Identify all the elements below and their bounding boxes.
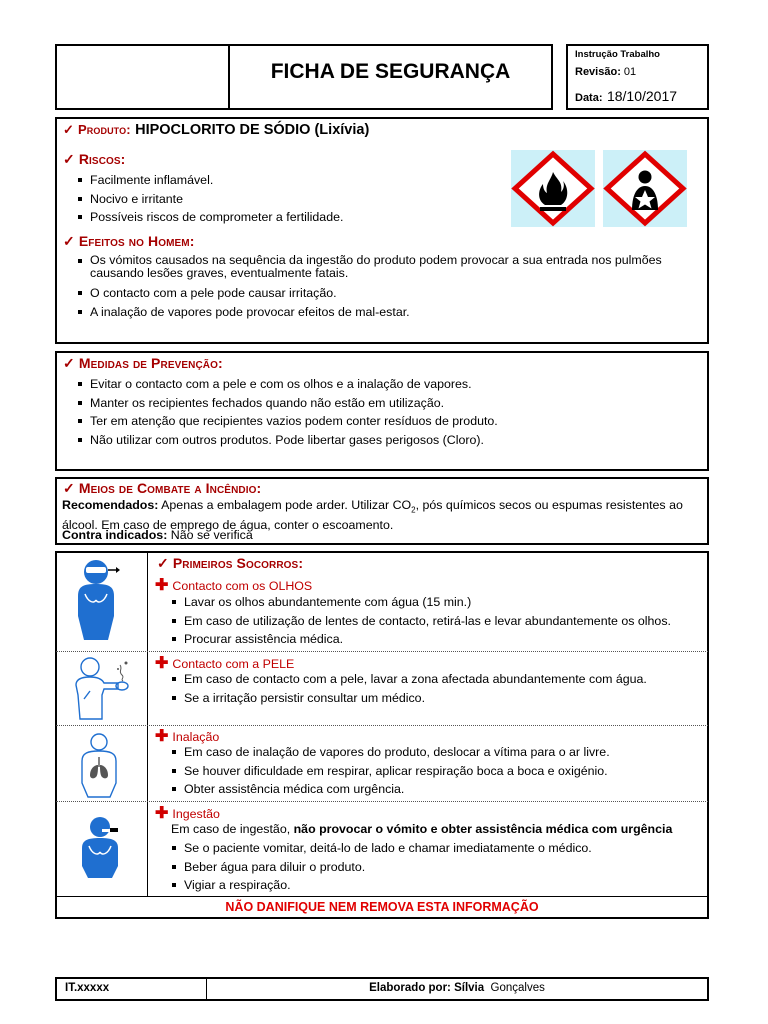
- inhalation-icon: [74, 731, 124, 799]
- inalacao-list: [170, 745, 705, 801]
- list-item: Nocivo e irritante: [76, 192, 496, 207]
- pele-title-text: Contacto com a PELE: [172, 657, 295, 671]
- red-cross-icon: ✚: [155, 655, 169, 672]
- list-item: Obter assistência médica com urgência.: [170, 782, 705, 797]
- footer-elaborado: [207, 982, 707, 994]
- inalacao-title-text: Inalação: [172, 730, 220, 744]
- instrucao-label: Instrução Trabalho: [575, 49, 660, 60]
- warning-text: NÃO DANIFIQUE NEM REMOVA ESTA INFORMAÇÃO: [225, 900, 539, 914]
- incendio-title-text: Meios de Combate a Incêndio:: [78, 480, 262, 496]
- red-cross-icon: ✚: [155, 805, 169, 822]
- list-item: A inalação de vapores pode provocar efeitos de mal-estar.: [76, 305, 702, 320]
- list-item: Se o paciente vomitar, deitá-lo de lado e chamar imediatamente o médico.: [170, 841, 705, 856]
- contra-value: Não se verifica: [167, 528, 253, 542]
- list-item: Beber água para diluir o produto.: [170, 860, 705, 875]
- recomendados-text-1: Apenas a embalagem pode arder. Utilizar CO: [158, 498, 412, 512]
- produto-label: Produto:: [78, 122, 131, 137]
- pele-list: [170, 672, 705, 709]
- data-value: 18/10/2017: [606, 88, 678, 104]
- data-label: Data:: [575, 92, 603, 104]
- prevencao-list: [76, 377, 702, 451]
- ingestao-intro: [171, 822, 706, 837]
- contra-label: Contra indicados:: [62, 528, 168, 542]
- riscos-title-text: Riscos:: [78, 151, 126, 167]
- list-item: Ter em atenção que recipientes vazios podem conter resíduos de produto.: [76, 414, 702, 429]
- health-hazard-pictogram: [603, 150, 687, 227]
- socorros-title: [157, 555, 303, 572]
- list-item: O contacto com a pele pode causar irritação.: [76, 286, 702, 301]
- efeitos-title: [63, 233, 194, 250]
- incendio-contra: [62, 528, 253, 543]
- elaborado-label: Elaborado por: Sílvia: [369, 982, 485, 994]
- list-item: Os vómitos causados na sequência da ingestão do produto podem provocar a sua entrada nos pulmões causando lesões graves, eventualmente fatais.: [76, 254, 702, 280]
- incendio-title: [63, 480, 261, 497]
- document-title: FICHA DE SEGURANÇA: [270, 60, 511, 83]
- olhos-title: [155, 575, 312, 595]
- ingestion-icon: [72, 814, 132, 880]
- revisao-value: 01: [623, 66, 637, 78]
- prevencao-title: [63, 355, 223, 372]
- ingestao-intro-text: Em caso de ingestão,: [171, 822, 294, 836]
- flame-pictogram: [511, 150, 595, 227]
- list-item: Possíveis riscos de comprometer a fertilidade.: [76, 210, 496, 225]
- list-item: Não utilizar com outros produtos. Pode libertar gases perigosos (Cloro).: [76, 433, 702, 448]
- row-separator: [56, 725, 708, 726]
- checkmark-icon: ✓: [63, 122, 74, 137]
- red-cross-icon: ✚: [155, 728, 169, 745]
- first-aid-icon-column-divider: [147, 551, 148, 896]
- recomendados-text-2: , pós químicos secos ou espumas resistentes ao álcool. Em caso de emprego de água, conter o escoamento.: [62, 498, 683, 532]
- footer-code: IT.xxxxx: [65, 982, 110, 994]
- red-cross-icon: ✚: [155, 577, 169, 594]
- list-item: Em caso de utilização de lentes de contacto, retirá-las e levar abundantemente os olhos.: [170, 614, 705, 629]
- list-item: Procurar assistência médica.: [170, 632, 705, 647]
- data-row: [575, 88, 677, 106]
- ingestao-intro-bold: não provocar o vómito e obter assistência médica com urgência: [293, 822, 673, 836]
- efeitos-list: [76, 254, 702, 323]
- checkmark-icon: ✓: [63, 480, 75, 496]
- efeitos-title-text: Efeitos no Homem:: [78, 233, 195, 249]
- olhos-list: [170, 595, 705, 651]
- ingestao-title: [155, 803, 220, 823]
- list-item: Manter os recipientes fechados quando não estão em utilização.: [76, 396, 702, 411]
- recomendados-subscript: 2: [411, 505, 416, 515]
- socorros-title-text: Primeiros Socorros:: [172, 555, 304, 571]
- produto-label-wrap: [63, 122, 131, 137]
- ingestao-list: [170, 841, 705, 897]
- elaborado-name: Gonçalves: [490, 982, 545, 994]
- revisao-label: Revisão:: [575, 66, 621, 78]
- row-separator: [56, 651, 708, 652]
- inalacao-title: [155, 726, 219, 746]
- list-item: Vigiar a respiração.: [170, 878, 705, 893]
- row-separator: [56, 801, 708, 802]
- produto-line: [63, 121, 369, 139]
- checkmark-icon: ✓: [63, 233, 75, 249]
- list-item: Evitar o contacto com a pele e com os olhos e a inalação de vapores.: [76, 377, 702, 392]
- prevencao-title-text: Medidas de Prevenção:: [78, 355, 223, 371]
- checkmark-icon: ✓: [63, 355, 75, 371]
- riscos-list: [76, 173, 496, 229]
- produto-value: HIPOCLORITO DE SÓDIO (Lixívia): [135, 122, 370, 138]
- list-item: Facilmente inflamável.: [76, 173, 496, 188]
- list-item: Em caso de contacto com a pele, lavar a zona afectada abundantemente com água.: [170, 672, 705, 687]
- list-item: Em caso de inalação de vapores do produto, deslocar a vítima para o ar livre.: [170, 745, 705, 760]
- recomendados-label: Recomendados:: [62, 498, 159, 512]
- olhos-title-text: Contacto com os OLHOS: [172, 579, 313, 593]
- list-item: Se a irritação persistir consultar um médico.: [170, 691, 705, 706]
- list-item: Lavar os olhos abundantemente com água (15 min.): [170, 595, 705, 610]
- riscos-title: [63, 151, 125, 168]
- eye-contact-icon: [68, 556, 128, 646]
- list-item: Se houver dificuldade em respirar, aplicar respiração boca a boca e oxigénio.: [170, 764, 705, 779]
- revisao-row: [575, 66, 636, 78]
- skin-contact-icon: [68, 655, 140, 723]
- checkmark-icon: ✓: [157, 555, 169, 571]
- pele-title: [155, 653, 294, 673]
- checkmark-icon: ✓: [63, 151, 75, 167]
- ingestao-title-text: Ingestão: [172, 807, 220, 821]
